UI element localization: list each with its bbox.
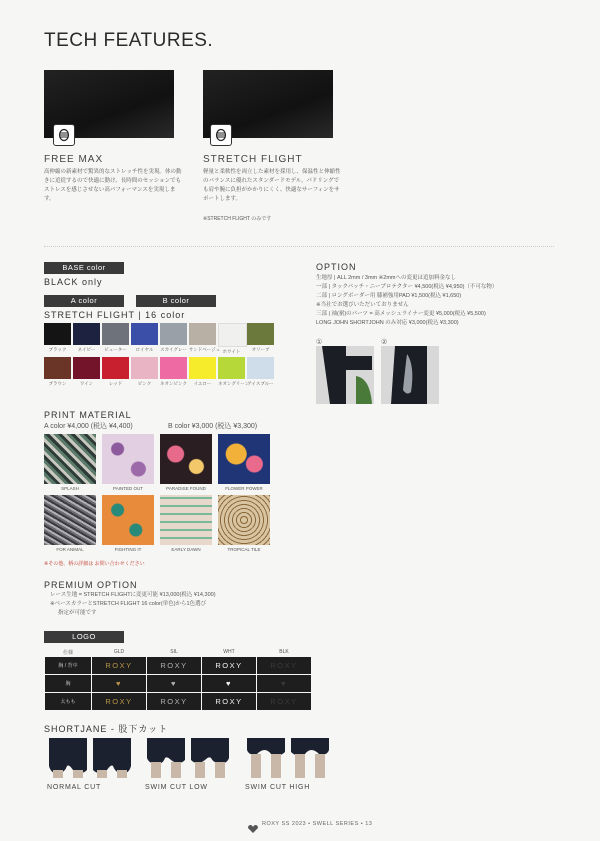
logo-cell: ROXY — [257, 693, 312, 711]
feature-title-free-max: FREE MAX — [44, 154, 104, 165]
print-material-item — [44, 495, 96, 554]
logo-cell: ♥ — [202, 675, 257, 693]
option-photo-label-1: ① — [316, 339, 323, 346]
logo-col-sil: SIL — [147, 648, 202, 657]
print-material-label: EARLY DAWN — [171, 547, 201, 552]
logo-cell: ROXY — [147, 693, 202, 711]
premium-option-line1: レース生地 = STRETCH FLIGHTに変更可能 ¥13,000(税込 ¥14,300) — [50, 592, 216, 598]
logo-col-wht: WHT — [202, 648, 257, 657]
b-color-tag: B color — [136, 295, 216, 307]
color-swatch-label: ピューター — [104, 347, 127, 352]
color-swatch-label: ロイヤル — [135, 347, 154, 352]
color-swatch-chip — [73, 357, 100, 379]
color-swatch-label: オリーブ — [251, 347, 270, 352]
logo-cell: ROXY — [92, 693, 147, 711]
color-swatch — [218, 357, 250, 388]
option-lines — [316, 274, 566, 328]
color-swatch — [102, 357, 129, 388]
print-material-item — [102, 434, 154, 493]
stretch-flight-title: STRETCH FLIGHT | 16 color — [44, 310, 186, 320]
color-swatch-label: ブラック — [48, 347, 67, 352]
color-swatch-label: イエロー — [193, 381, 212, 386]
option-line: 二部 | ロングボーダー用 膝補強用PAD ¥1,500(税込 ¥1,650) — [316, 293, 462, 299]
option-line: ※当社でお選びいただいておりません — [316, 302, 409, 308]
print-material-item — [218, 495, 270, 554]
logo-cell: ♥ — [257, 675, 312, 693]
roxy-heart-icon — [248, 820, 258, 838]
logo-cell: ROXY — [147, 657, 202, 675]
cut-label-swim-high: SWIM CUT HIGH — [245, 784, 311, 791]
logo-cell: ROXY — [202, 693, 257, 711]
color-swatch — [160, 357, 187, 388]
option-line: LONG JOHN SHORTJOHN のみ対応 ¥3,000(税込 ¥3,300) — [316, 320, 459, 326]
color-swatch-label: ネオンピンク — [160, 381, 187, 386]
color-swatch — [160, 323, 187, 356]
print-material-pattern — [102, 434, 154, 484]
logo-table — [44, 647, 312, 711]
print-material-label: FOR ANIMAL — [56, 547, 84, 552]
color-swatch — [73, 357, 100, 388]
premium-option-line3: 指定が可能です — [58, 610, 97, 616]
option-photo-knee-pad — [316, 346, 374, 404]
logo-table-row — [45, 693, 312, 711]
color-swatch-chip — [247, 357, 274, 379]
print-material-pattern — [218, 434, 270, 484]
print-material-item — [44, 434, 96, 493]
premium-option-line2: ※ベースカラーとSTRETCH FLIGHT 16 color(単色)から1色選び — [50, 601, 207, 607]
base-color-value: BLACK only — [44, 277, 103, 287]
color-swatch — [189, 357, 216, 388]
feature-desc-free-max: 高伸縮の新素材で驚異的なストレッチ性を実現。体の動きに追従するので快適に動け、長時間のセッションでもストレスを感じさせない高パフォーマンスを実現します。 — [44, 169, 182, 202]
color-swatch-chip — [160, 323, 187, 345]
color-swatch-label: ネオングリーン — [218, 381, 250, 386]
logo-cell: ♥ — [92, 675, 147, 693]
logo-cell: ROXY — [202, 657, 257, 675]
color-swatch-chip — [44, 357, 71, 379]
color-swatch — [247, 323, 274, 356]
option-photo-label-2: ② — [381, 339, 388, 346]
option-line: 三部 | 袖(裾)のパーツ = 高メッシュライナー変更 ¥5,000(税込 ¥5,500) — [316, 311, 486, 317]
color-swatch — [102, 323, 129, 356]
color-swatch-label: ピンク — [137, 381, 152, 386]
logo-row-label: 太もも — [45, 693, 92, 711]
color-swatch — [247, 357, 274, 388]
color-swatch-chip — [73, 323, 100, 345]
color-swatch-label: ホワイト — [222, 349, 241, 354]
option-title: OPTION — [316, 262, 357, 272]
cut-label-normal: NORMAL CUT — [47, 784, 102, 791]
cut-label-swim-low: SWIM CUT LOW — [145, 784, 208, 791]
page-title: TECH FEATURES. — [44, 30, 214, 51]
print-material-pattern — [44, 495, 96, 545]
wetsuit-icon — [53, 124, 75, 146]
premium-option-title: PREMIUM OPTION — [44, 580, 138, 590]
logo-row-label: 胸 / 背中 — [45, 657, 92, 675]
color-swatch — [44, 323, 71, 356]
color-swatch — [131, 323, 158, 356]
print-material-title: PRINT MATERIAL — [44, 410, 132, 420]
color-swatch-chip — [189, 323, 216, 345]
print-material-item — [218, 434, 270, 493]
feature-title-stretch-flight: STRETCH FLIGHT — [203, 154, 303, 165]
option-line: 一部 | タックパッチ・ニープロテクター ¥4,500(税込 ¥4,950)（不可な物） — [316, 284, 498, 290]
logo-table-row — [45, 657, 312, 675]
print-material-label: PARADISE FOUND — [166, 486, 206, 491]
logo-col-blk: BLK — [257, 648, 312, 657]
color-swatch — [189, 323, 221, 356]
feature-desc-stretch-flight: 軽量と柔軟性を両立した素材を採用し、保温性と伸縮性のバランスに優れたスタンダードモデル。パドリングでも肩や腕に負担がかかりにくく、快適なサーフィンをサポートします。 — [203, 169, 341, 202]
color-swatch — [218, 323, 245, 356]
print-material-label: FIGHTING IT — [114, 547, 142, 552]
color-swatch-chip — [218, 357, 245, 379]
print-material-pattern — [160, 495, 212, 545]
print-note: ※その他、柄の詳細は お問い合わせください — [44, 561, 145, 567]
logo-row-label: 胸 — [45, 675, 92, 693]
color-swatch-grid — [44, 323, 274, 388]
print-material-pattern — [44, 434, 96, 484]
color-swatch-label: レッド — [108, 381, 123, 386]
color-swatch — [131, 357, 158, 388]
shortjane-swim-cut-high-image — [245, 736, 335, 783]
color-swatch-label: サンドベージュ — [189, 347, 221, 352]
logo-tag: LOGO — [44, 631, 124, 643]
color-swatch-chip — [218, 323, 247, 347]
color-swatch-chip — [131, 357, 158, 379]
color-swatch-label: ブラウン — [48, 381, 67, 386]
logo-cell: ROXY — [92, 657, 147, 675]
shortjane-title: SHORTJANE - 股下カット — [44, 724, 169, 734]
a-color-tag: A color — [44, 295, 124, 307]
color-swatch-chip — [131, 323, 158, 345]
color-swatch-chip — [160, 357, 187, 379]
print-material-label: SPLASH — [61, 486, 79, 491]
print-material-item — [160, 434, 212, 493]
wetsuit-icon — [210, 124, 232, 146]
color-swatch — [44, 357, 71, 388]
page-footer: ROXY SS 2023 • SWELL SERIES • 13 — [262, 821, 373, 827]
logo-table-header — [45, 648, 312, 657]
print-price-b: B color ¥3,000 (税込 ¥3,300) — [168, 423, 258, 430]
color-swatch-chip — [102, 323, 129, 345]
print-material-pattern — [160, 434, 212, 484]
color-swatch-chip — [44, 323, 71, 345]
color-swatch-label: ネイビー — [77, 347, 96, 352]
color-swatch-label: アイスブルー — [247, 381, 274, 386]
print-material-pattern — [102, 495, 154, 545]
logo-col-gld: GLD — [92, 648, 147, 657]
feature-note: ※STRETCH FLIGHT のみです — [203, 216, 272, 222]
section-divider — [44, 246, 554, 247]
print-material-item — [102, 495, 154, 554]
color-swatch-chip — [189, 357, 216, 379]
option-line: 生地厚 | ALL 2mm / 3mm ※2mmへの変更は追加料金なし — [316, 275, 456, 281]
logo-table-row — [45, 675, 312, 693]
color-swatch-chip — [247, 323, 274, 345]
color-swatch-label: ワイン — [79, 381, 94, 386]
logo-cell: ROXY — [257, 657, 312, 675]
print-material-label: FLOWER POWER — [225, 486, 263, 491]
print-material-label: PAINTED OUT — [113, 486, 143, 491]
print-material-grid — [44, 434, 270, 554]
print-price-a: A color ¥4,000 (税込 ¥4,400) — [44, 423, 133, 430]
print-material-label: TROPICAL TILE — [227, 547, 261, 552]
option-photo-mesh-liner — [381, 346, 439, 404]
logo-cell: ♥ — [147, 675, 202, 693]
print-material-item — [160, 495, 212, 554]
color-swatch-chip — [102, 357, 129, 379]
print-material-pattern — [218, 495, 270, 545]
color-swatch-label: スカイグレー — [160, 347, 187, 352]
shortjane-normal-cut-image — [47, 736, 137, 783]
base-color-tag: BASE color — [44, 262, 124, 274]
color-swatch — [73, 323, 100, 356]
logo-col-spec: 仕様 — [45, 648, 92, 657]
shortjane-swim-cut-low-image — [145, 736, 235, 783]
